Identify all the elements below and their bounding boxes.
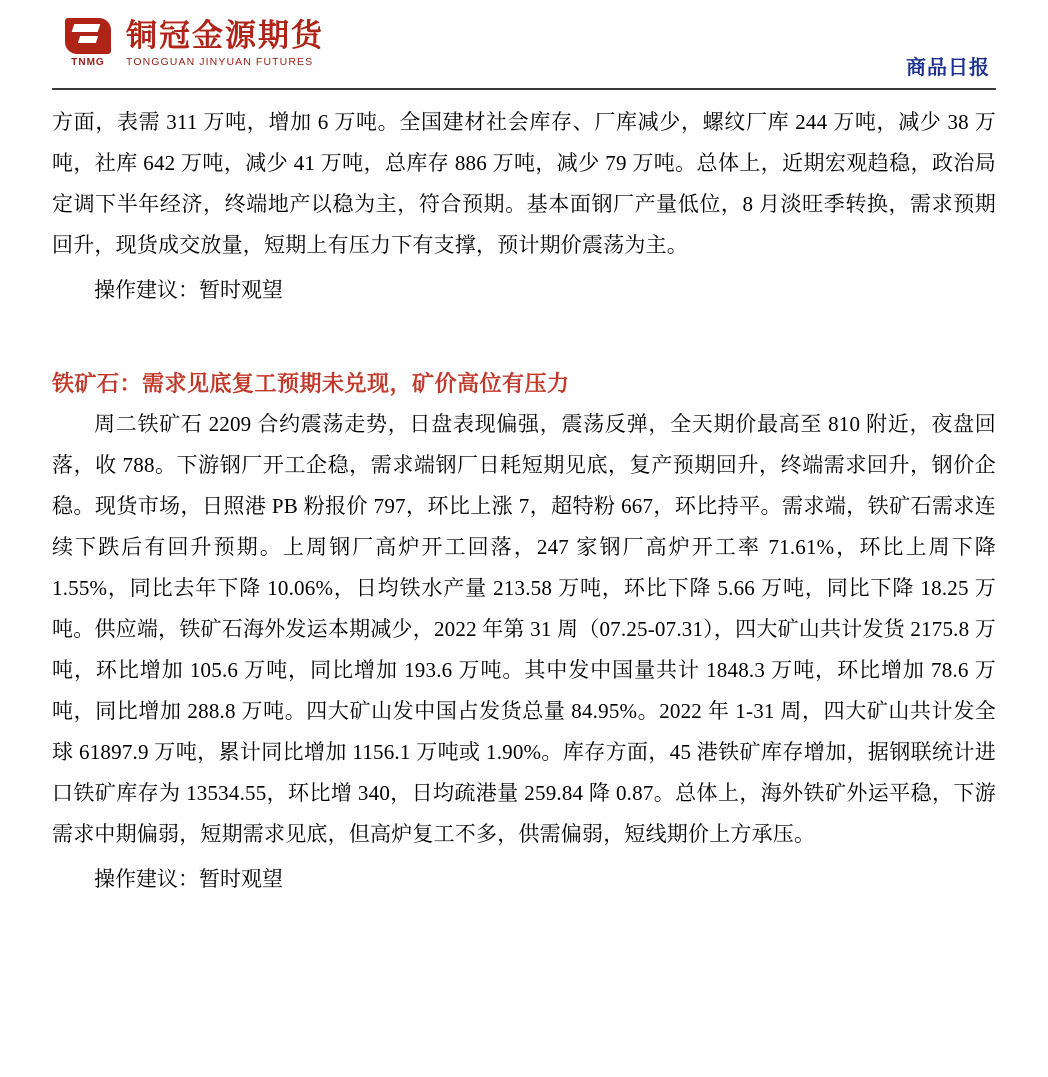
document-type-label: 商品日报 xyxy=(906,57,990,79)
company-name-cn: 铜冠金源期货 xyxy=(126,18,324,54)
logo-glyph-icon xyxy=(65,18,111,54)
logo-mark-icon xyxy=(60,18,116,70)
iron-ore-section-title: 铁矿石：需求见底复工预期未兑现，矿价高位有压力 xyxy=(52,371,570,396)
iron-ore-paragraph: 周二铁矿石 2209 合约震荡走势，日盘表现偏强，震荡反弹，全天期价最高至 810 附近，夜盘回落，收 788。下游钢厂开工企稳，需求端钢厂日耗短期见底，复产预期回升，终端需求回升，钢价企稳。现货市场，日照港 PB 粉报价 797，环比上涨 7，超特粉 667，环比持平。需求端，铁矿石需求连续下跌后有回升预期。上周钢厂高炉开工回落，247 家钢厂高炉开工率 71.61%，环比上周下降 1.55%，同比去年下降 10.06%，日均铁水产量 213.58 万吨，环比下降 5.66 万吨，同比下降 18.25 万吨。供应端，铁矿石海外发运本期减少，2022 年第 31 周（07.25-07.31），四大矿山共计发货 2175.8 万吨，环比增加 105.6 万吨，同比增加 193.6 万吨。其中发中国量共计 1848.3 万吨，环比增加 78.6 万吨，同比增加 288.8 万吨。四大矿山发中国占发货总量 84.95%。2022 年 1-31 周，四大矿山共计发全球 61897.9 万吨，累计同比增加 1156.1 万吨或 1.90%。库存方面，45 港铁矿库存增加，据钢联统计进口铁矿库存为 13534.55，环比增 340，日均疏港量 259.84 降 0.87。总体上，海外铁矿外运平稳，下游需求中期偏弱，短期需求见底，但高炉复工不多，供需偏弱，短线期价上方承压。 xyxy=(52,412,996,846)
document-header xyxy=(52,0,996,88)
company-logo xyxy=(52,18,324,70)
company-name-en: TONGGUAN JINYUAN FUTURES xyxy=(126,55,314,68)
document-type-block xyxy=(906,51,996,88)
iron-ore-advice: 操作建议：暂时观望 xyxy=(94,867,283,891)
section-spacer xyxy=(52,311,996,345)
steel-paragraph: 方面，表需 311 万吨，增加 6 万吨。全国建材社会库存、厂库减少，螺纹厂库 244 万吨，减少 38 万吨，社库 642 万吨，减少 41 万吨，总库存 886 万吨，减少 79 万吨。总体上，近期宏观趋稳，政治局定调下半年经济，终端地产以稳为主，符合预期。基本面钢厂产量低位，8 月淡旺季转换，需求预期回升，现货成交放量，短期上有压力下有支撑，预计期价震荡为主。 xyxy=(52,110,996,257)
steel-advice: 操作建议：暂时观望 xyxy=(94,278,283,302)
logo-abbrev: TNMG xyxy=(71,57,105,68)
header-divider xyxy=(52,88,996,90)
document-content xyxy=(52,88,996,900)
logo-text-block xyxy=(126,20,324,68)
